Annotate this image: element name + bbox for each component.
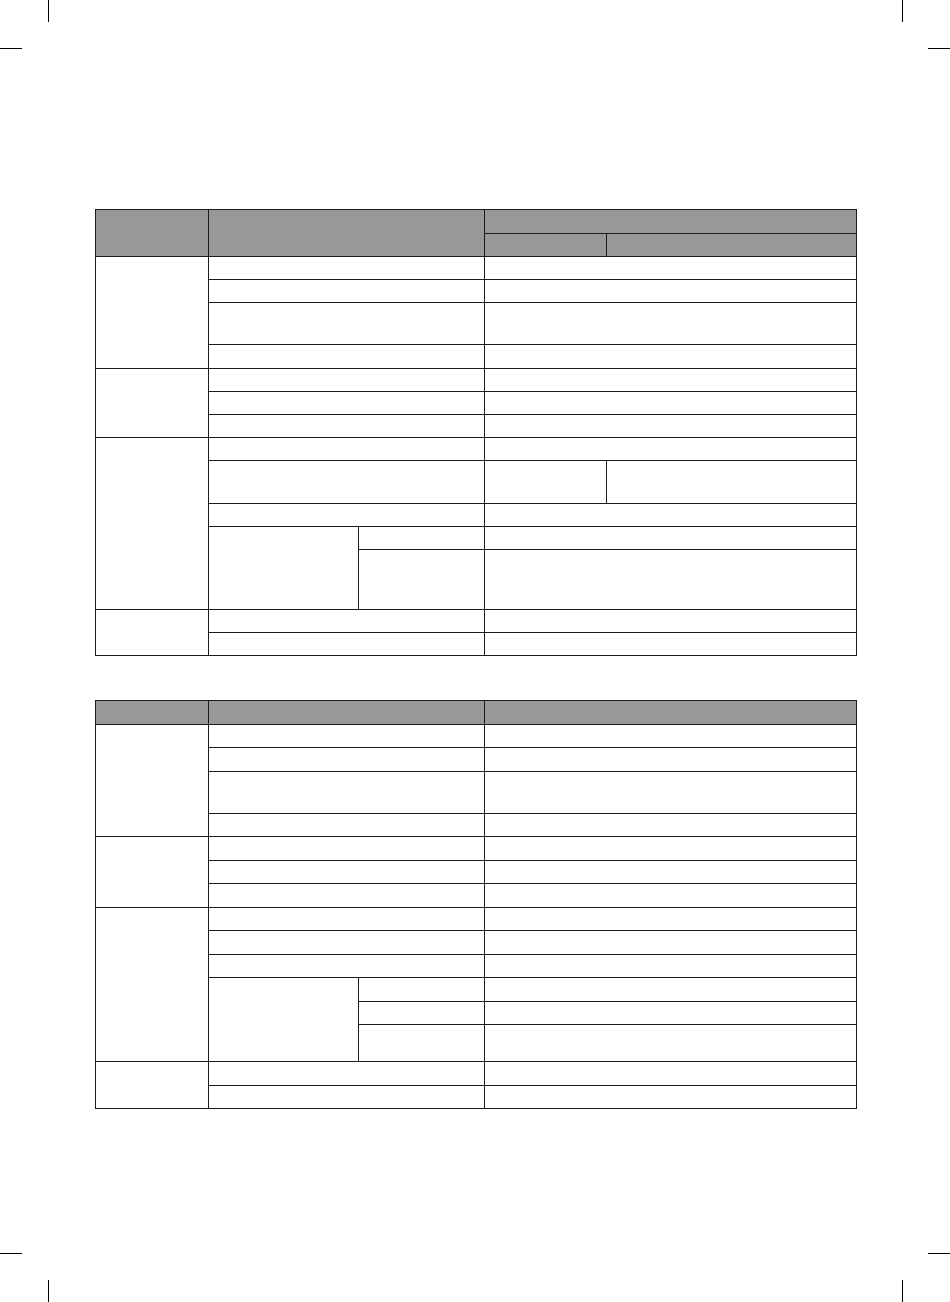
table-cell [485,633,857,656]
table-cell [485,303,857,345]
table-cell [485,1062,857,1086]
table-cell [485,1086,857,1109]
table-cell [485,748,857,772]
group-label [96,257,209,369]
header-cell-spec [485,701,857,725]
table-cell [359,978,485,1002]
table-cell [359,1002,485,1025]
table-cell [485,772,857,814]
crop-mark-bottom-left-horizontal [0,1253,22,1254]
table-cell [485,369,857,392]
table-cell [485,837,857,861]
table-cell [209,257,485,280]
table-cell [359,550,485,610]
table-cell [607,461,857,504]
group-label [96,1062,209,1109]
table-cell [209,837,485,861]
table-cell [359,527,485,550]
table-cell [485,504,857,527]
table-cell [485,345,857,369]
table-cell [209,748,485,772]
table-cell [485,527,857,550]
group-label [96,908,209,1062]
crop-mark-top-right-horizontal [928,48,950,49]
crop-mark-top-right-vertical [902,0,903,22]
table-cell [209,908,485,931]
table-cell [485,814,857,837]
table-cell [209,931,485,955]
table-cell [209,978,359,1062]
group-label [96,438,209,610]
table-cell [485,931,857,955]
header-cell-category [96,210,209,257]
table-cell [209,345,485,369]
table-cell [485,257,857,280]
table-cell [209,504,485,527]
crop-mark-bottom-right-vertical [902,1280,903,1302]
table-cell [209,814,485,837]
table-cell [485,461,607,504]
table-cell [485,438,857,461]
table-cell [485,861,857,884]
group-label [96,610,209,656]
header-cell-category [96,701,209,725]
header-cell-item [209,701,485,725]
table-cell [209,280,485,303]
table-cell [485,610,857,633]
table-cell [485,280,857,303]
spec-table-1 [95,209,857,656]
spec-table-2 [95,700,857,1109]
group-label [96,725,209,837]
crop-mark-bottom-right-horizontal [928,1253,950,1254]
table-cell [485,1002,857,1025]
table-cell [209,884,485,908]
table-cell [485,1025,857,1062]
group-label [96,837,209,908]
group-label [96,369,209,438]
crop-mark-bottom-left-vertical [48,1280,49,1302]
table-cell [209,610,485,633]
table-cell [485,550,857,610]
table-cell [485,725,857,748]
table-cell [359,1025,485,1062]
table-cell [209,303,485,345]
table-cell [209,392,485,415]
table-cell [209,527,359,610]
header-cell-spec-group [485,210,857,234]
table-cell [209,1086,485,1109]
table-cell [485,392,857,415]
table-cell [209,861,485,884]
header-cell-spec-sub-2 [607,234,857,257]
header-cell-spec-sub-1 [485,234,607,257]
crop-mark-top-left-vertical [48,0,49,22]
table-cell [485,415,857,438]
table-cell [209,1062,485,1086]
table-cell [485,908,857,931]
table-cell [209,955,485,978]
table-cell [209,633,485,656]
crop-mark-top-left-horizontal [0,48,22,49]
table-cell [485,884,857,908]
table-cell [209,772,485,814]
table-cell [209,415,485,438]
table-cell [485,955,857,978]
table-cell [209,369,485,392]
header-cell-item [209,210,485,257]
table-cell [209,438,485,461]
table-cell [209,461,485,504]
table-cell [209,725,485,748]
table-cell [485,978,857,1002]
